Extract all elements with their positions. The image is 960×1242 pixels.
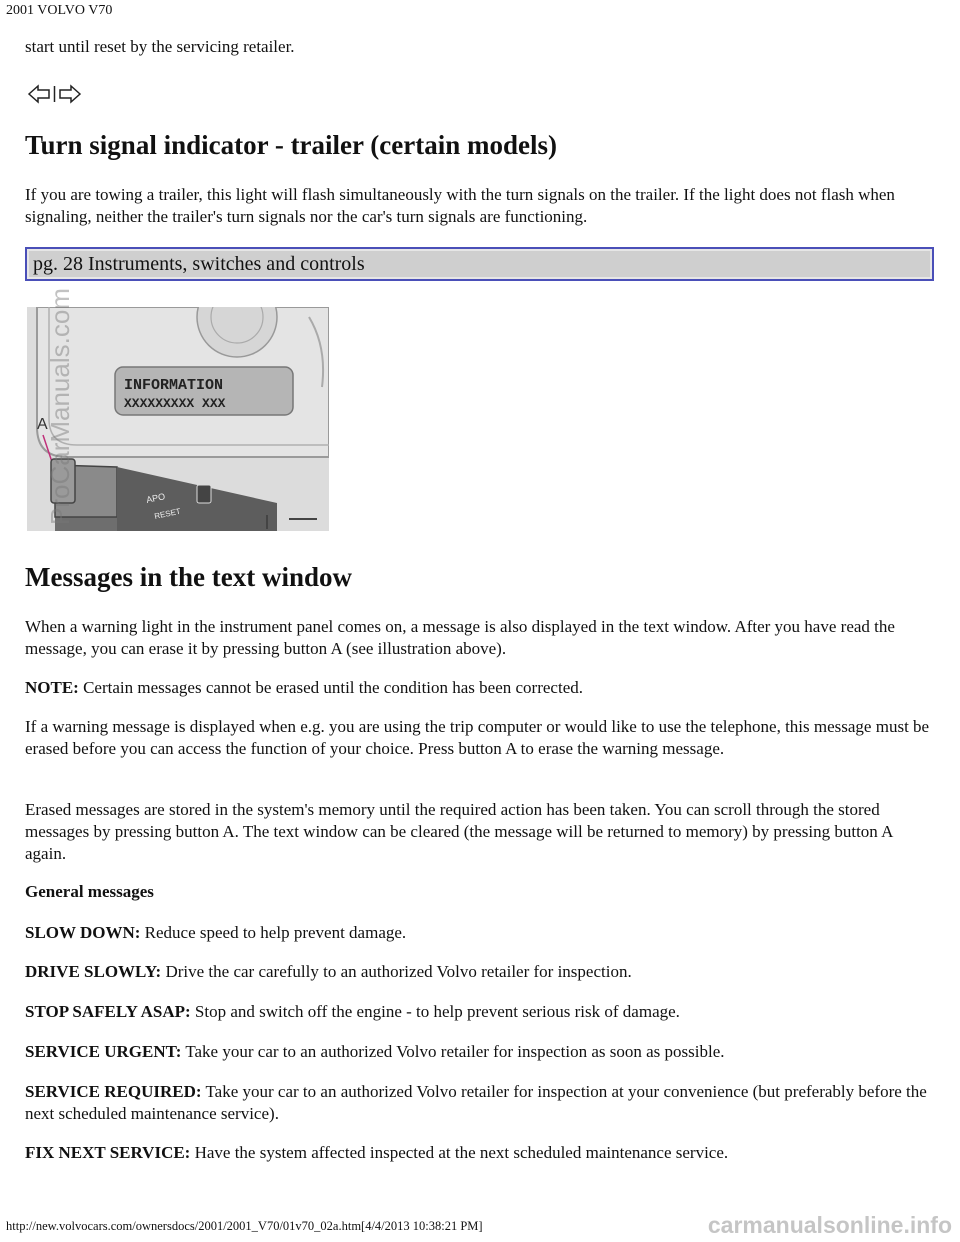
message-label: STOP SAFELY ASAP: — [25, 1002, 191, 1021]
erased-messages-paragraph: Erased messages are stored in the system's memory until the required action has been taken. You can scroll through the stored messages by pressing button A. The text window can be cleared (the message will be returned to memory) by pressing button A again. — [25, 800, 893, 863]
footer-url: http://new.volvocars.com/ownersdocs/2001/2001_V70/01v70_02a.htm[4/4/2013 10:38:21 PM] — [6, 1219, 483, 1233]
page-navigation — [27, 84, 82, 104]
intro-text: start until reset by the servicing retailer. — [25, 37, 295, 56]
message-item — [25, 1081, 934, 1125]
page-section-box: pg. 28 Instruments, switches and controls — [25, 247, 934, 281]
message-label: FIX NEXT SERVICE: — [25, 1143, 191, 1162]
stalk-label-reset: RESET — [153, 506, 182, 521]
corner-watermark: carmanualsonline.info — [707, 1212, 952, 1238]
display-line-2: XXXXXXXXX XXX — [124, 396, 226, 411]
general-messages-heading: General messages — [25, 882, 154, 901]
message-text: Reduce speed to help prevent damage. — [140, 923, 407, 942]
display-line-1: INFORMATION — [124, 377, 224, 394]
messages-intro: When a warning light in the instrument panel comes on, a message is also displayed in the text window. After you have read the message, you can erase it by pressing button A (see illustration above). — [25, 617, 895, 658]
message-item — [25, 922, 406, 944]
message-item — [25, 1041, 725, 1063]
message-item — [25, 1001, 680, 1023]
message-label: SLOW DOWN: — [25, 923, 141, 942]
message-label: SERVICE REQUIRED: — [25, 1082, 202, 1101]
note-text: Certain messages cannot be erased until the condition has been corrected. — [78, 678, 583, 697]
message-label: SERVICE URGENT: — [25, 1042, 182, 1061]
arrow-left-icon[interactable] — [27, 84, 51, 104]
message-text: Stop and switch off the engine - to help prevent serious risk of damage. — [190, 1002, 680, 1021]
nav-separator — [53, 84, 56, 104]
turn-signal-heading: Turn signal indicator - trailer (certain models) — [25, 130, 557, 160]
stalk-label-apo: APO — [145, 491, 167, 505]
messages-heading: Messages in the text window — [25, 562, 352, 592]
note-label: NOTE: — [25, 678, 79, 697]
arrow-right-icon[interactable] — [58, 84, 82, 104]
page-header-title: 2001 VOLVO V70 — [6, 3, 113, 18]
turn-signal-body: If you are towing a trailer, this light will flash simultaneously with the turn signals on the trailer. If the light does not flash when signaling, neither the trailer's turn signals nor the car's turn signals are functioning. — [25, 185, 895, 226]
message-item — [25, 961, 632, 983]
message-text: Take your car to an authorized Volvo retailer for inspection as soon as possible. — [181, 1042, 725, 1061]
message-text: Have the system affected inspected at the next scheduled maintenance service. — [190, 1143, 729, 1162]
message-text: Drive the car carefully to an authorized Volvo retailer for inspection. — [161, 962, 632, 981]
message-text: Take your car to an authorized Volvo retailer for inspection at your convenience (but preferably before the next scheduled maintenance service). — [25, 1082, 927, 1123]
callout-label-a: A — [37, 416, 48, 433]
message-item — [25, 1142, 728, 1164]
note-paragraph — [25, 677, 583, 699]
side-watermark: ProCarManuals.com — [45, 288, 75, 525]
message-label: DRIVE SLOWLY: — [25, 962, 162, 981]
warning-message-paragraph: If a warning message is displayed when e.g. you are using the trip computer or would like to use the telephone, this message must be erased before you can access the function of your choice. Press button A to erase the warning message. — [25, 717, 930, 758]
